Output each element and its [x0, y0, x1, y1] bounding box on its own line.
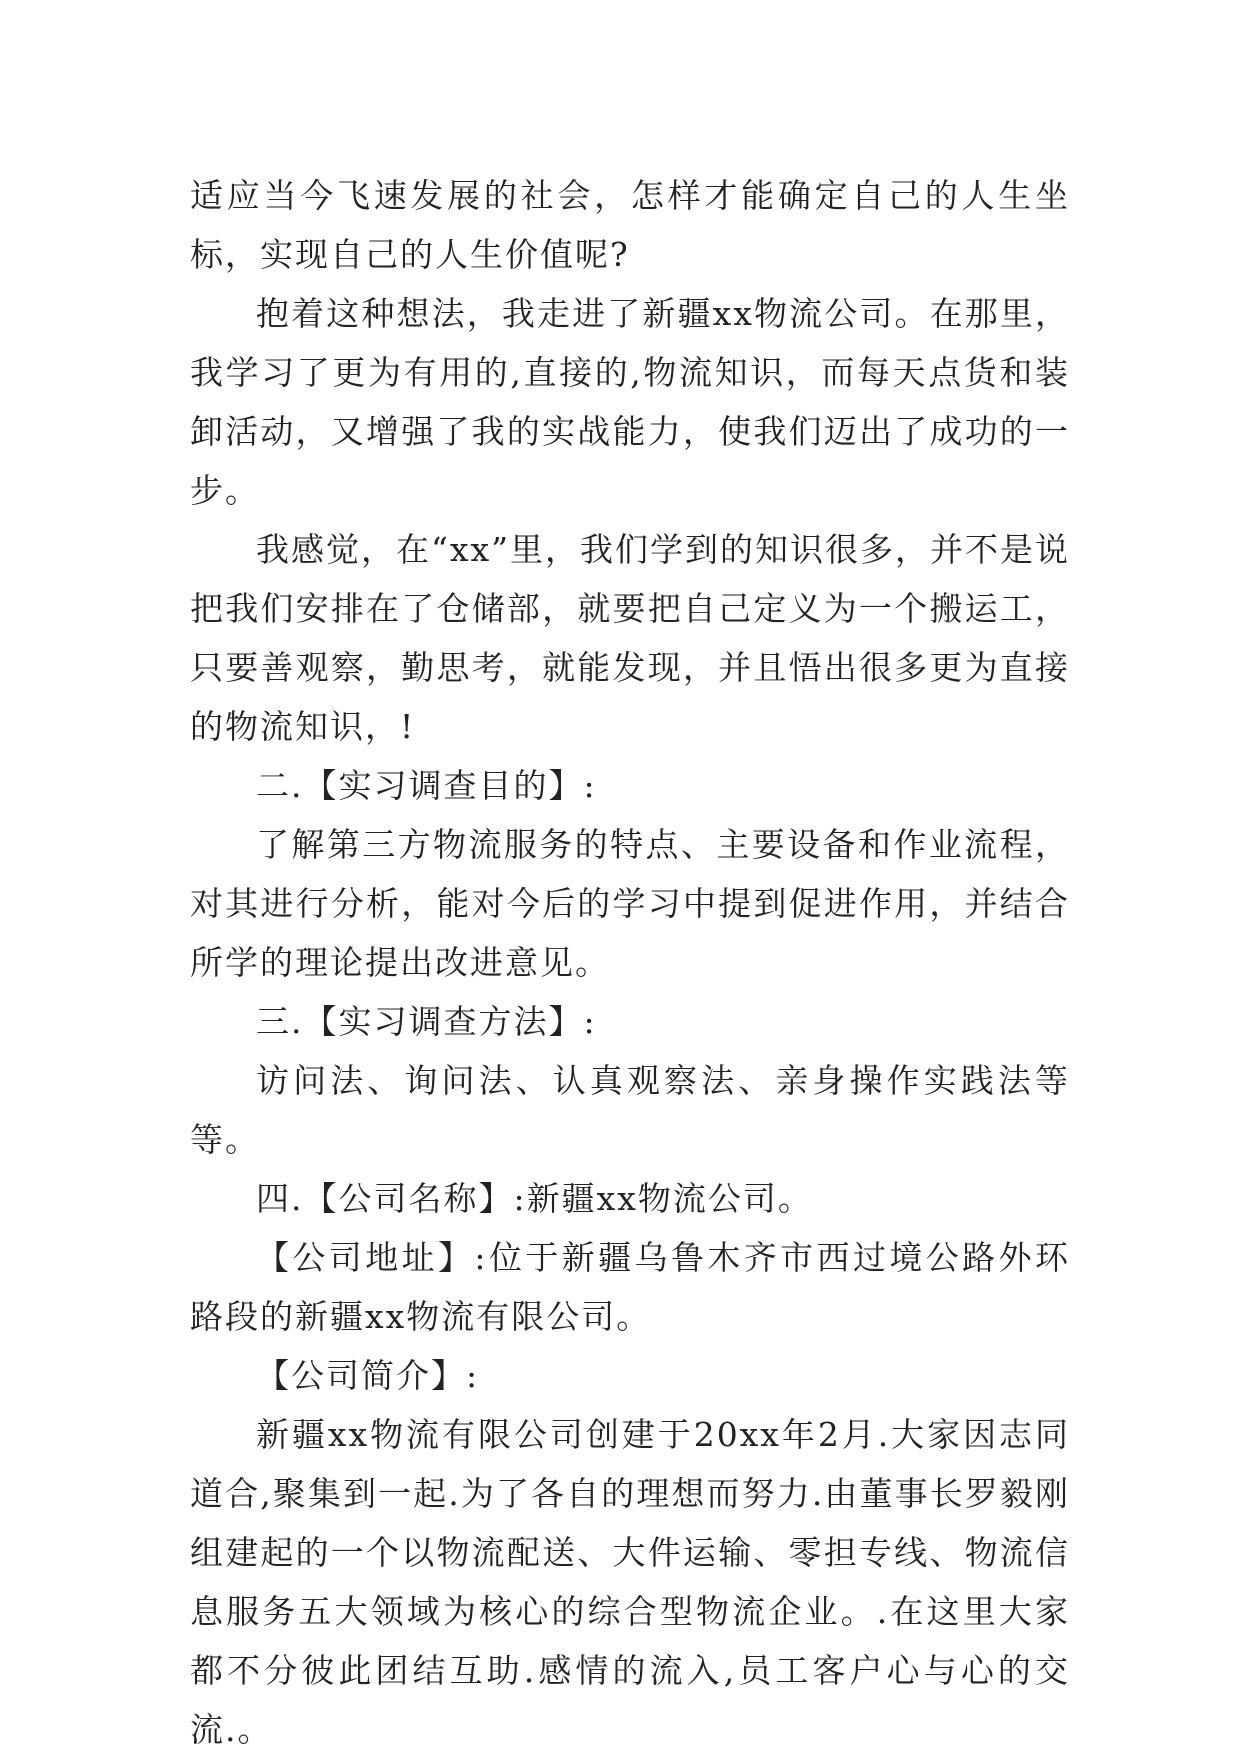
paragraph-method: 访问法、询问法、认真观察法、亲身操作实践法等等。: [190, 1061, 1070, 1159]
paragraph-purpose: 了解第三方物流服务的特点、主要设备和作业流程，对其进行分析，能对今后的学习中提到促进作用，并结合所学的理论提出改进意见。: [190, 825, 1070, 982]
document-body: [190, 166, 1070, 1759]
section-heading-purpose: 二.【实习调查目的】:: [256, 766, 597, 805]
paragraph-feelings: 我感觉，在“xx”里，我们学到的知识很多，并不是说把我们安排在了仓储部，就要把自己定义为一个搬运工，只要善观察，勤思考，就能发现，并且悟出很多更为直接的物流知识，!: [190, 530, 1070, 746]
section-heading-company-name: 四.【公司名称】:新疆xx物流公司。: [256, 1179, 813, 1218]
paragraph-entering-company: 抱着这种想法，我走进了新疆xx物流公司。在那里，我学习了更为有用的,直接的,物流知识，而每天点货和装卸活动，又增强了我的实战能力，使我们迈出了成功的一步。: [190, 294, 1070, 510]
paragraph-company-address: 【公司地址】:位于新疆乌鲁木齐市西过境公路外环路段的新疆xx物流有限公司。: [190, 1238, 1070, 1336]
paragraph-intro-continued: 适应当今飞速发展的社会，怎样才能确定自己的人生坐标，实现自己的人生价值呢?: [190, 176, 1070, 274]
section-heading-company-intro: 【公司简介】:: [256, 1356, 480, 1395]
paragraph-company-intro: 新疆xx物流有限公司创建于20xx年2月.大家因志同道合,聚集到一起.为了各自的理想而努力.由董事长罗毅刚组建起的一个以物流配送、大件运输、零担专线、物流信息服务五大领域为核心的综合型物流企业。.在这里大家都不分彼此团结互助.感情的流入,员工客户心与心的交流.。: [190, 1415, 1070, 1749]
section-heading-method: 三.【实习调查方法】:: [256, 1002, 597, 1041]
